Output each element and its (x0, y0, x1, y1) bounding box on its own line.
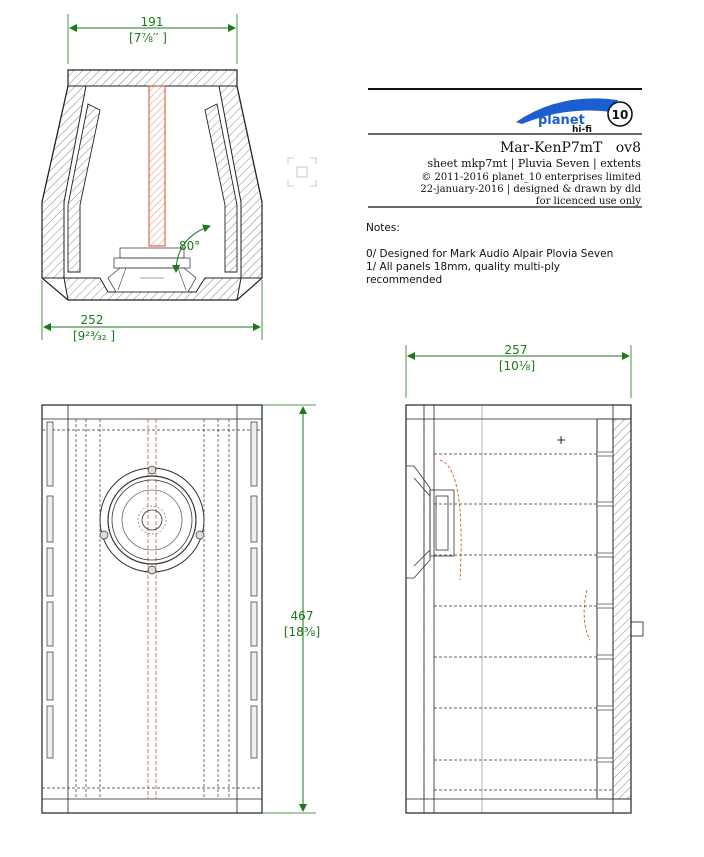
side-view (406, 343, 643, 813)
svg-text:+: + (556, 433, 567, 447)
licence-line: for licenced use only (535, 196, 641, 207)
registration-mark (288, 158, 316, 186)
sheet-line: sheet mkp7mt | Pluvia Seven | extents (427, 157, 641, 170)
depth-dim: 257 (504, 343, 528, 357)
driver-side (406, 466, 454, 578)
height-dim: 467 (290, 609, 314, 623)
front-section-view (42, 14, 262, 343)
top-width-dim: 191 (140, 15, 164, 29)
top-width-inch-dim: [7⅞′′ ] (129, 31, 167, 45)
notes-block (366, 222, 686, 287)
front-elevation-view (42, 405, 320, 813)
note-1-cont: recommended (366, 274, 443, 286)
bottom-width-inch-dim: [9²³⁄₃₂ ] (72, 329, 116, 343)
height-inch-dim: [18⅜] (283, 625, 321, 639)
angle-label: 80° (179, 239, 201, 253)
brand-sub-text: hi-fi (572, 125, 592, 135)
brand-top-text: planet (538, 113, 585, 128)
bottom-width-dim: 252 (80, 313, 104, 327)
note-0: 0/ Designed for Mark Audio Alpair Plovia Seven (366, 248, 614, 260)
notes-heading: Notes: (366, 222, 400, 234)
model-title: Mar-KenP7mT ov8 (499, 140, 641, 156)
brand-number: 10 (611, 108, 629, 122)
copyright-line: © 2011-2016 planet_10 enterprises limited (421, 172, 641, 183)
title-block (368, 89, 642, 207)
depth-inch-dim: [10⅛] (498, 359, 536, 373)
date-line: 22-january-2016 | designed & drawn by dld (420, 184, 641, 195)
note-1: 1/ All panels 18mm, quality multi-ply (366, 261, 561, 273)
driver-front (100, 466, 204, 574)
